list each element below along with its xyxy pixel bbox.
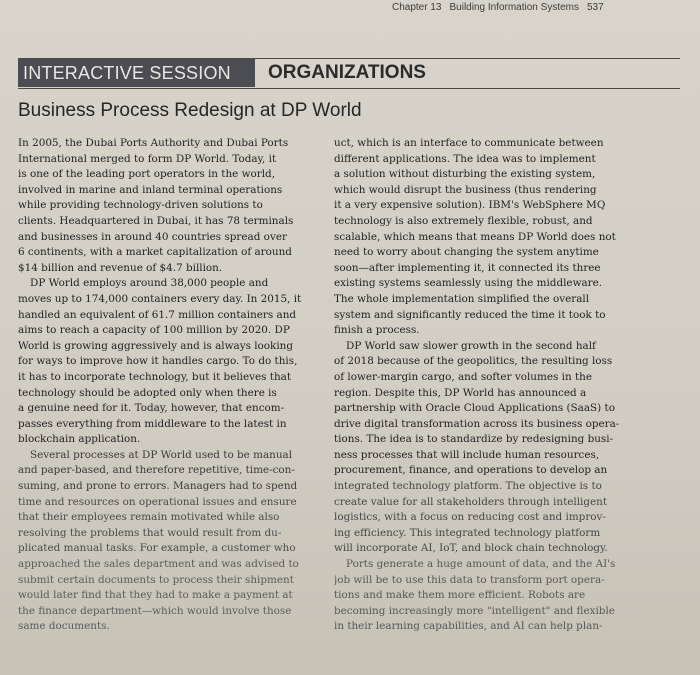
left-line: and businesses in around 40 countries spread over [18,230,287,243]
right-line: a solution without disturbing the existing system, [334,168,596,181]
right-line: ing efficiency. This integrated technology platform [334,526,601,539]
left-line: clients. Headquartered in Dubai, it has 78 terminals [18,214,294,227]
left-line: involved in marine and inland terminal operations [18,183,283,196]
article-title: Business Process Redesign at DP World [18,100,362,121]
left-line: resolving the problems that would result from du- [18,526,282,539]
left-line: submit certain documents to process their shipment [18,573,294,586]
right-line: drive digital transformation across its business opera- [334,417,620,430]
left-line: suming, and prone to errors. Managers had to spend [18,480,298,493]
right-line: finish a process. [334,324,420,337]
right-line: scalable, which means that means DP World does not [334,230,616,243]
session-category: ORGANIZATIONS [268,62,426,83]
left-line: is one of the leading port operators in the world, [18,168,276,181]
right-line: integrated technology platform. The objective is to [334,480,602,493]
left-line: plicated manual tasks. For example, a customer who [18,542,296,555]
interactive-session-banner [18,58,680,89]
right-line: of 2018 because of the geopolitics, the resulting loss [334,355,613,368]
session-label: INTERACTIVE SESSION [18,59,255,87]
left-line: while providing technology-driven solutions to [18,199,263,212]
right-line: job will be to use this data to transform port opera- [334,573,605,586]
left-line: that their employees remain motivated while also [18,511,280,524]
left-line: In 2005, the Dubai Ports Authority and Dubai Ports [18,137,289,149]
right-line: ness processes that will include human resources, [334,448,600,461]
left-line: same documents. [18,620,110,633]
left-line: aims to reach a capacity of 100 million by 2020. DP [18,324,290,337]
right-column [334,136,664,635]
left-line: World is growing aggressively and is always looking [18,339,293,352]
right-line: system and significantly reduced the time it took to [334,308,606,321]
right-line: soon—after implementing it, it connected its three [334,261,601,274]
left-line: $14 billion and revenue of $4.7 billion. [18,261,223,274]
right-line: need to worry about changing the system anytime [334,246,599,259]
left-line: approached the sales department and was advised to [18,558,299,571]
right-line: create value for all stakeholders through intelligent [334,495,608,508]
left-line: it has to incorporate technology, but it believes that [18,370,292,383]
right-line: tions. The idea is to standardize by redesigning busi- [334,433,614,446]
running-head [392,2,700,18]
left-line: handled an equivalent of 61.7 million containers and [18,308,297,321]
right-line: region. Despite this, DP World has announced a [334,386,587,399]
left-line: and paper-based, and therefore repetitive, time-con- [18,464,295,477]
right-line: Ports generate a huge amount of data, and the AI's [346,558,616,571]
left-line: for ways to improve how it handles cargo. To do this, [18,355,298,368]
right-line: procurement, finance, and operations to develop an [334,464,608,477]
left-line: DP World employs around 38,000 people and [30,277,269,290]
right-line: partnership with Oracle Cloud Applications (SaaS) to [334,402,615,415]
left-line: 6 continents, with a market capitalization of around [18,246,292,259]
left-line: a genuine need for it. Today, however, that encom- [18,402,285,415]
left-column [18,136,326,635]
right-line: becoming increasingly more "intelligent" and flexible [334,604,615,617]
left-line: moves up to 174,000 containers every day. In 2015, it [18,292,302,305]
page-number: 537 [587,2,604,13]
right-line: will incorporate AI, IoT, and block chain technology. [334,542,608,555]
left-line: Several processes at DP World used to be manual [30,448,293,461]
right-line: in their learning capabilities, and AI can help plan- [334,620,603,633]
left-line: the finance department—which would involve those [18,604,292,617]
chapter-title: Building Information Systems [449,2,579,13]
left-line: International merged to form DP World. Today, it [18,152,277,165]
left-line: passes everything from middleware to the latest in [18,417,287,430]
right-line: tions and make them more efficient. Robots are [334,589,586,602]
right-line: existing systems seamlessly using the middleware. [334,277,603,290]
left-line: time and resources on operational issues and ensure [18,495,297,508]
left-line: blockchain application. [18,433,141,446]
right-line: DP World saw slower growth in the second half [346,339,596,352]
right-line: uct, which is an interface to communicate between [334,137,604,149]
right-line: The whole implementation simplified the overall [334,292,590,305]
left-line: would later find that they had to make a payment at [18,589,293,602]
right-line: technology is also extremely flexible, robust, and [334,214,593,227]
right-line: logistics, with a focus on reducing cost and improv- [334,511,606,524]
left-line: technology should be adopted only when there is [18,386,277,399]
right-line: it a very expensive solution). IBM's WebSphere MQ [334,199,606,212]
right-line: of lower-margin cargo, and softer volumes in the [334,370,592,383]
right-line: different applications. The idea was to implement [334,152,596,165]
right-line: which would disrupt the business (thus rendering [334,183,597,196]
chapter-label: Chapter 13 [392,2,442,13]
